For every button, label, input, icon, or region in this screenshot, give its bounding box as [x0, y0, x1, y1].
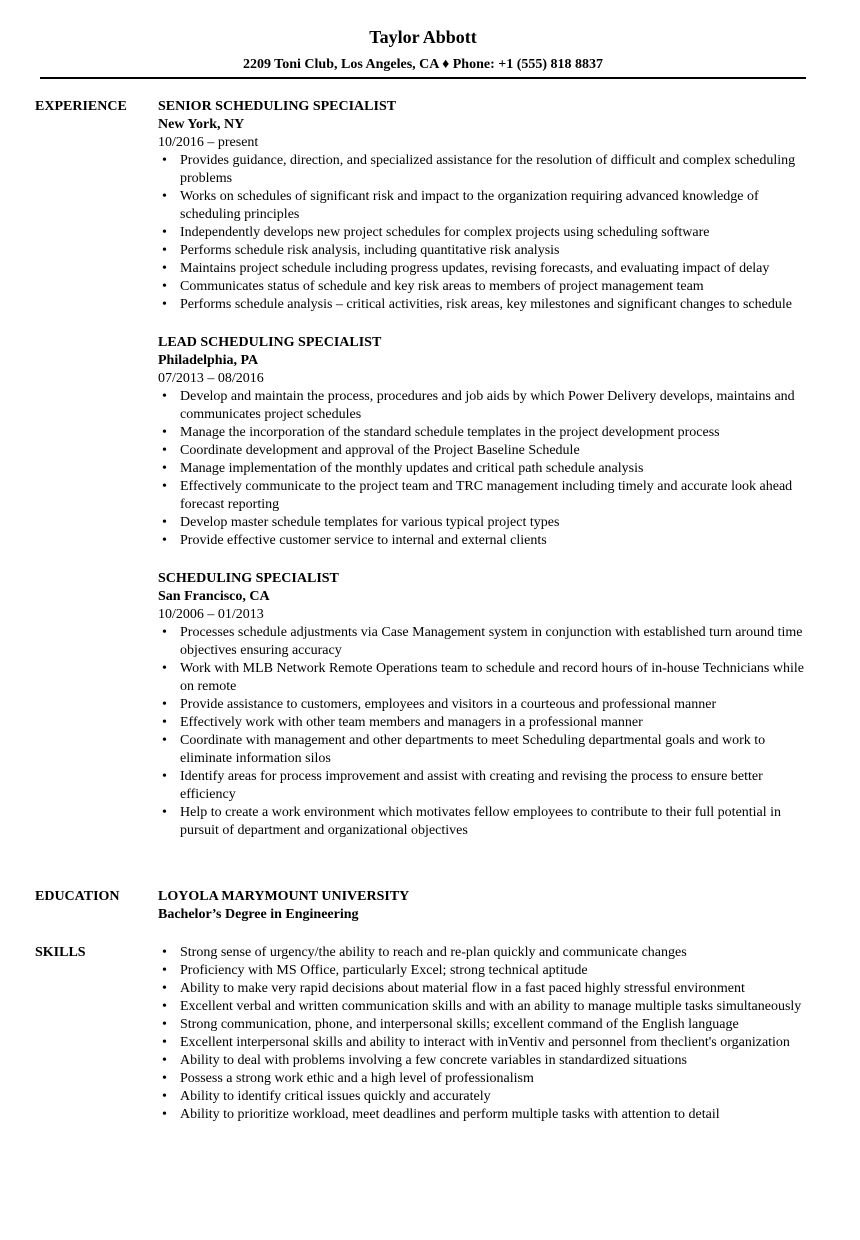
- list-item: • Develop master schedule templates for various typical project types: [158, 514, 810, 532]
- job-bullets: [158, 152, 810, 314]
- list-item: • Independently develops new project schedules for complex projects using scheduling software: [158, 224, 810, 242]
- header-divider: [40, 77, 806, 79]
- list-item: • Performs schedule risk analysis, including quantitative risk analysis: [158, 242, 810, 260]
- job-bullets: [158, 388, 810, 550]
- job-dates: 10/2016 – present: [158, 135, 259, 150]
- section-label-experience: EXPERIENCE: [35, 99, 127, 114]
- resume-header: [0, 26, 846, 74]
- list-item: • Possess a strong work ethic and a high level of professionalism: [158, 1070, 810, 1088]
- list-item: • Help to create a work environment which motivates fellow employees to contribute to their full potential in pursuit of department and organizational objectives: [158, 804, 810, 840]
- list-item: • Coordinate with management and other departments to meet Scheduling departmental goals and work to eliminate information silos: [158, 732, 810, 768]
- list-item: • Excellent verbal and written communication skills and with an ability to manage multiple tasks simultaneously: [158, 998, 810, 1016]
- experience-section: [35, 98, 810, 840]
- list-item: • Coordinate development and approval of the Project Baseline Schedule: [158, 442, 810, 460]
- job-title: SENIOR SCHEDULING SPECIALIST: [158, 99, 397, 114]
- degree-name: Bachelor’s Degree in Engineering: [158, 907, 359, 922]
- contact-line: 2209 Toni Club, Los Angeles, CA ♦ Phone: +1 (555) 818 8837: [242, 57, 604, 72]
- list-item: • Identify areas for process improvement and assist with creating and revising the process to ensure better efficiency: [158, 768, 810, 804]
- list-item: • Manage the incorporation of the standard schedule templates in the project development process: [158, 424, 810, 442]
- skills-list: [158, 944, 810, 1124]
- job-title: LEAD SCHEDULING SPECIALIST: [158, 335, 382, 350]
- list-item: • Effectively communicate to the project team and TRC management including timely and accurate look ahead forecast reporting: [158, 478, 810, 514]
- list-item: • Ability to prioritize workload, meet deadlines and perform multiple tasks with attention to detail: [158, 1106, 810, 1124]
- job-entry: [158, 570, 810, 840]
- job-entry: [158, 98, 810, 314]
- list-item: • Develop and maintain the process, procedures and job aids by which Power Delivery develops, maintains and communicates project schedules: [158, 388, 810, 424]
- list-item: • Strong communication, phone, and interpersonal skills; excellent command of the English language: [158, 1016, 810, 1034]
- job-title: SCHEDULING SPECIALIST: [158, 571, 339, 586]
- job-dates: 07/2013 – 08/2016: [158, 371, 264, 386]
- list-item: • Maintains project schedule including progress updates, revising forecasts, and evaluating impact of delay: [158, 260, 810, 278]
- job-bullets: [158, 624, 810, 840]
- job-location: New York, NY: [158, 117, 245, 132]
- list-item: • Excellent interpersonal skills and ability to interact with inVentiv and personnel from theclient's organization: [158, 1034, 810, 1052]
- list-item: • Performs schedule analysis – critical activities, risk areas, key milestones and significant changes to schedule: [158, 296, 810, 314]
- list-item: • Provide assistance to customers, employees and visitors in a courteous and professional manner: [158, 696, 810, 714]
- list-item: • Work with MLB Network Remote Operations team to schedule and record hours of in-house Technicians while on remote: [158, 660, 810, 696]
- list-item: • Provides guidance, direction, and specialized assistance for the resolution of difficult and complex scheduling problems: [158, 152, 810, 188]
- list-item: • Ability to deal with problems involving a few concrete variables in standardized situations: [158, 1052, 810, 1070]
- school-name: LOYOLA MARYMOUNT UNIVERSITY: [158, 889, 410, 904]
- list-item: • Processes schedule adjustments via Case Management system in conjunction with established turn around time objectives ensuring accuracy: [158, 624, 810, 660]
- job-dates: 10/2006 – 01/2013: [158, 607, 264, 622]
- candidate-name: Taylor Abbott: [369, 27, 477, 47]
- job-entry: [158, 334, 810, 550]
- list-item: • Works on schedules of significant risk and impact to the organization requiring advanced knowledge of scheduling principles: [158, 188, 810, 224]
- list-item: • Communicates status of schedule and key risk areas to members of project management team: [158, 278, 810, 296]
- list-item: • Proficiency with MS Office, particularly Excel; strong technical aptitude: [158, 962, 810, 980]
- education-section: [35, 888, 810, 924]
- job-location: San Francisco, CA: [158, 589, 270, 604]
- list-item: • Provide effective customer service to internal and external clients: [158, 532, 810, 550]
- list-item: • Ability to make very rapid decisions about material flow in a fast paced highly stressful environment: [158, 980, 810, 998]
- list-item: • Manage implementation of the monthly updates and critical path schedule analysis: [158, 460, 810, 478]
- skills-section: [35, 944, 810, 1124]
- list-item: • Effectively work with other team members and managers in a professional manner: [158, 714, 810, 732]
- section-label-education: EDUCATION: [35, 889, 120, 904]
- list-item: • Strong sense of urgency/the ability to reach and re-plan quickly and communicate changes: [158, 944, 810, 962]
- job-location: Philadelphia, PA: [158, 353, 259, 368]
- list-item: • Ability to identify critical issues quickly and accurately: [158, 1088, 810, 1106]
- section-label-skills: SKILLS: [35, 945, 86, 960]
